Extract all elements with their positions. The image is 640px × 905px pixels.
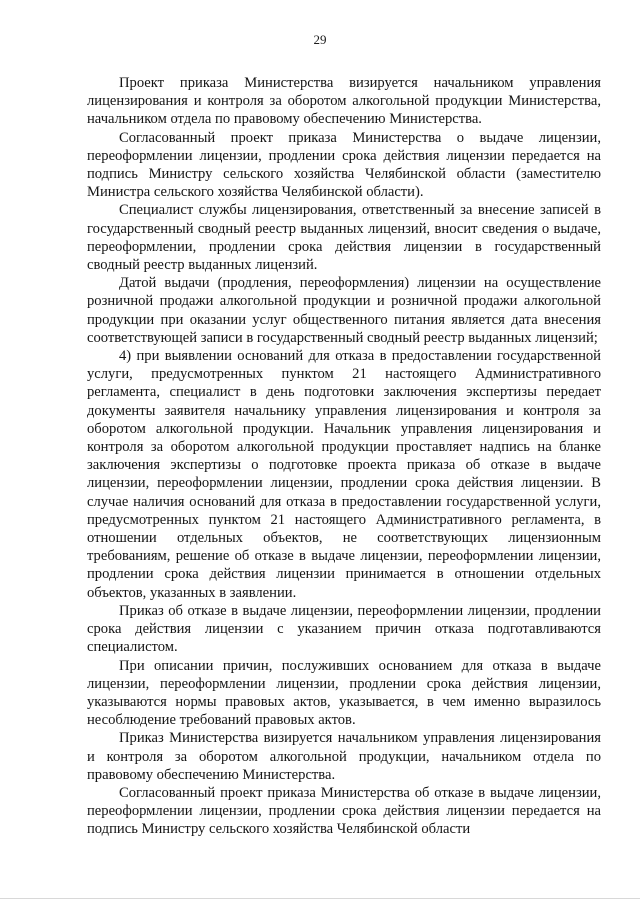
paragraph: Специалист службы лицензирования, ответственный за внесение записей в государственный сводный реестр выданных лицензий, вносит сведения о выдаче, переоформлении, продлении срока действия лицензии в государственный сводный реестр выданных лицензий. — [87, 202, 601, 274]
paragraph: Приказ об отказе в выдаче лицензии, переоформлении лицензии, продлении срока действия лицензии с указанием причин отказа подготавливаются специалистом. — [87, 602, 601, 656]
document-body — [87, 74, 601, 839]
paragraph: При описании причин, послуживших основанием для отказа в выдаче лицензии, переоформлении лицензии, продлении срока действия лицензии, указываются нормы правовых актов, указывается, в чем именно выразилось несоблюдение требований правовых актов. — [87, 657, 601, 729]
paragraph: 4) при выявлении оснований для отказа в предоставлении государственной услуги, предусмотренных пунктом 21 настоящего Административного регламента, специалист в день подготовки заключения экспертизы передает документы заявителя начальнику управления лицензирования и контроля за оборотом алкогольной продукции. Начальник управления лицензирования и контроля за оборотом алкогольной продукции проставляет надпись на бланке заключения экспертизы о подготовке проекта приказа об отказе в выдаче лицензии, переоформлении лицензии, продлении срока действия лицензии. В случае наличия оснований для отказа в предоставлении государственной услуги, предусмотренных пунктом 21 настоящего Административного регламента, в отношении отдельных объектов, не соответствующих лицензионным требованиям, решение об отказе в выдаче лицензии, переоформлении лицензии, продлении срока действия лицензии принимается в отношении отдельных объектов, указанных в заявлении. — [87, 348, 601, 601]
page-edge-divider — [0, 898, 640, 899]
paragraph: Приказ Министерства визируется начальником управления лицензирования и контроля за оборотом алкогольной продукции, начальником отдела по правовому обеспечению Министерства. — [87, 730, 601, 783]
paragraph: Согласованный проект приказа Министерства об отказе в выдаче лицензии, переоформлении лицензии, продлении срока действия лицензии передается на подпись Министру сельского хозяйства Челябинской области — [87, 784, 601, 838]
paragraph: Датой выдачи (продления, переоформления) лицензии на осуществление розничной продажи алкогольной продукции и розничной продажи алкогольной продукции при оказании услуг общественного питания является дата внесения соответствующей записи в государственный сводный реестр выданных лицензий; — [87, 275, 601, 346]
page-number: 29 — [313, 32, 327, 47]
paragraph: Согласованный проект приказа Министерства о выдаче лицензии, переоформлении лицензии, продлении срока действия лицензии передается на подпись Министру сельского хозяйства Челябинской области (заместителю Министра сельского хозяйства Челябинской области). — [87, 129, 601, 201]
paragraph: Проект приказа Министерства визируется начальником управления лицензирования и контроля за оборотом алкогольной продукции Министерства, начальником отдела по правовому обеспечению Министерства. — [87, 75, 601, 128]
